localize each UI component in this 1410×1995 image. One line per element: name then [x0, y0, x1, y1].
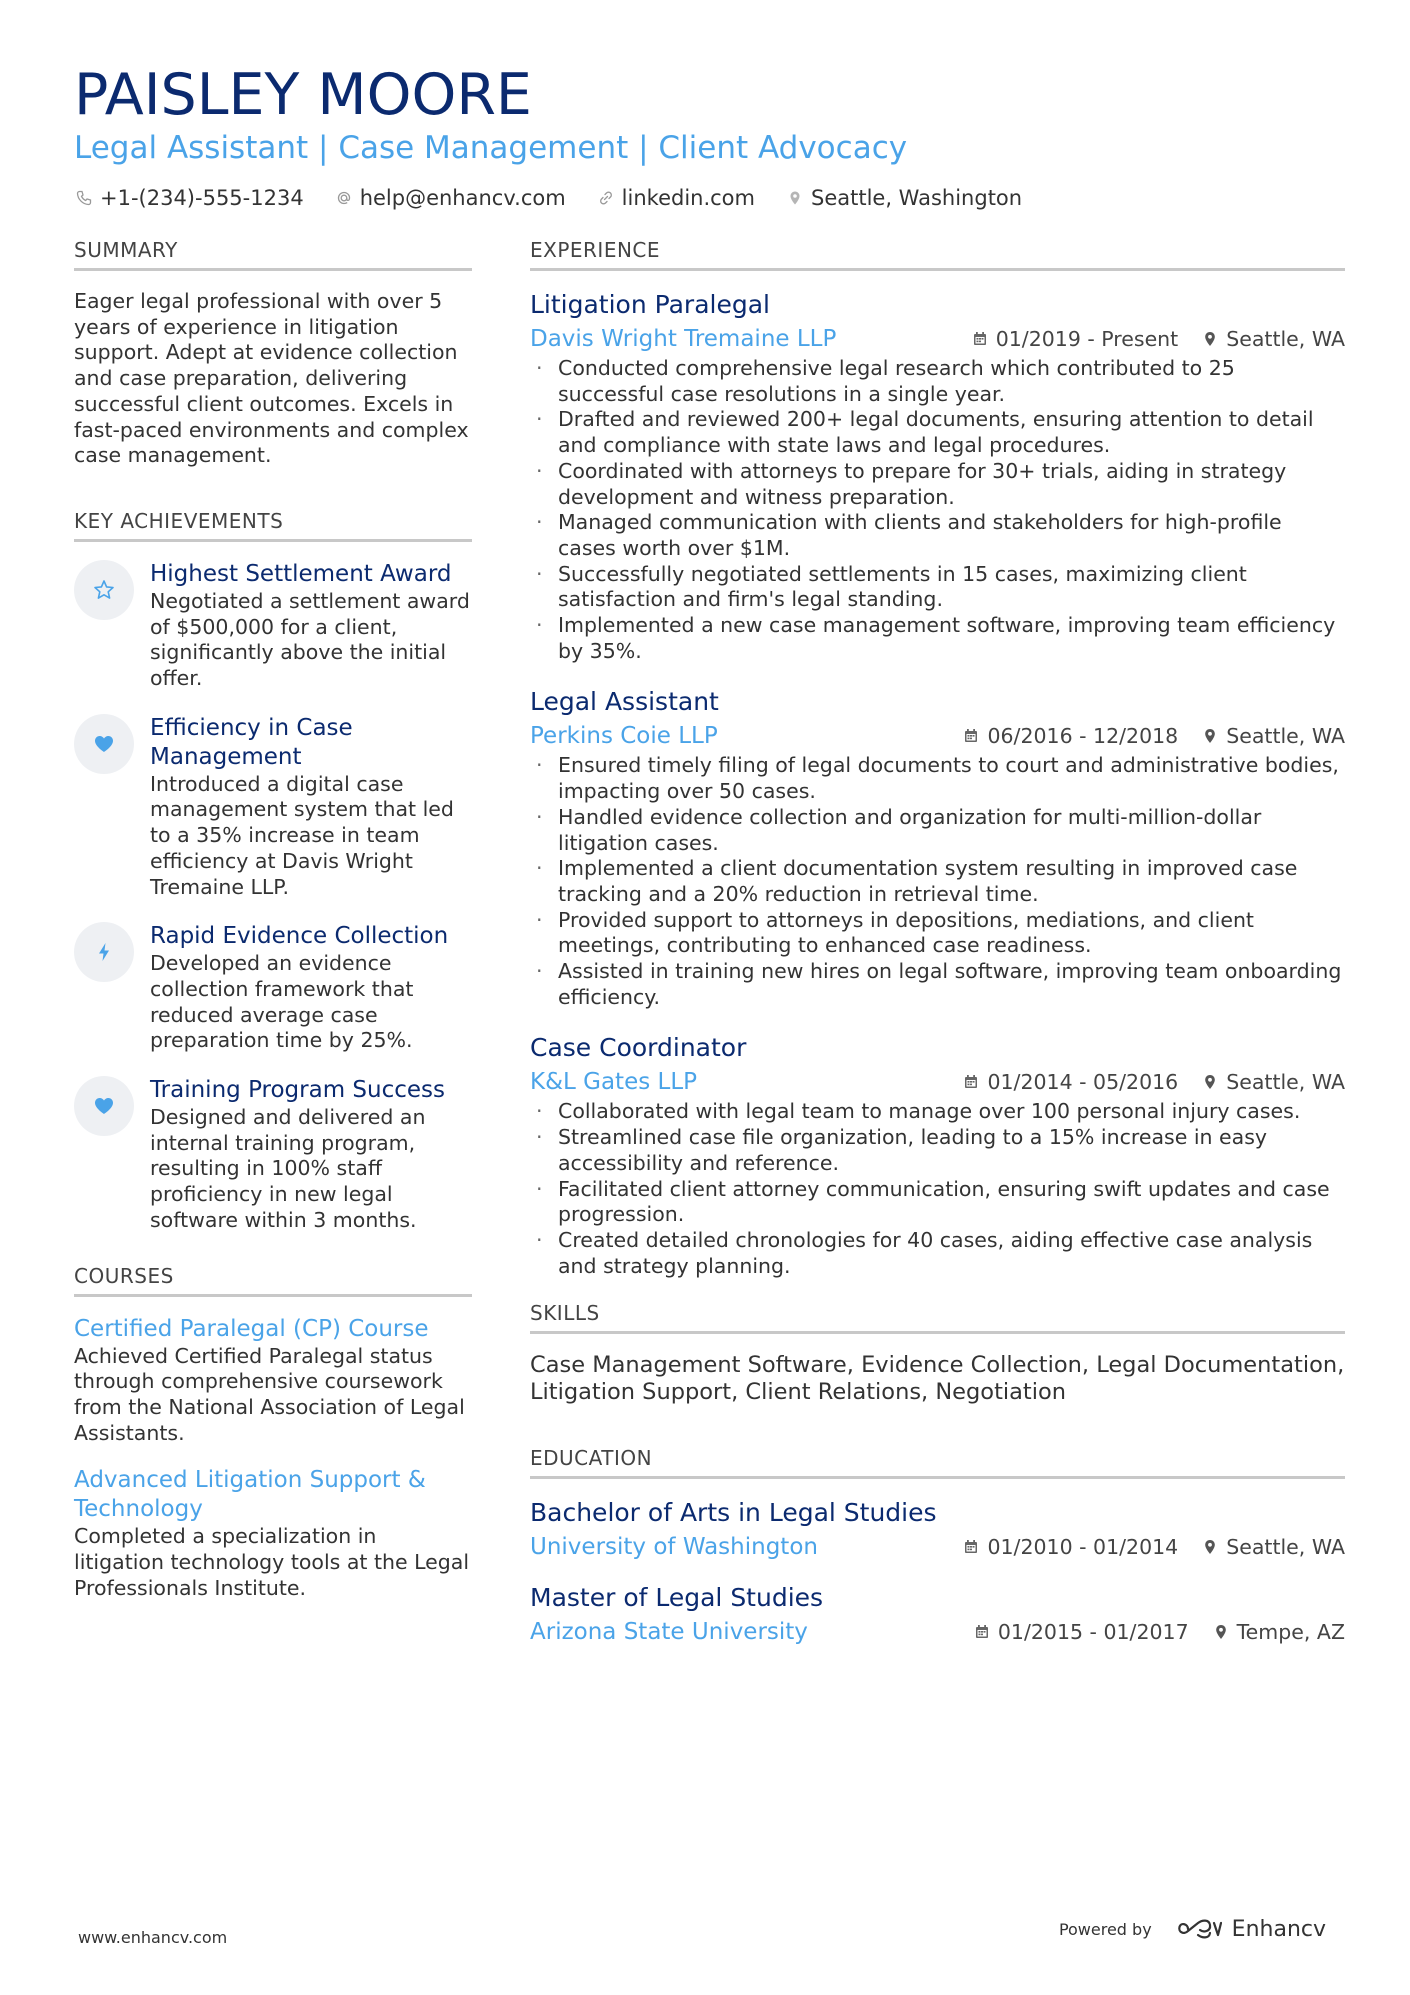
- education-location: [1202, 1535, 1345, 1559]
- summary-text: Eager legal professional with over 5 years of experience in litigation support. Adept at evidence collection and case preparation, delivering successful client outcomes. Excels in fast-paced environments and complex case management.: [74, 289, 469, 468]
- job-bullet: · Assisted in training new hires on legal software, improving team onboarding efficiency.: [530, 959, 1345, 1010]
- achievement-title: Efficiency in Case Management: [150, 714, 353, 770]
- achievement-body: [150, 714, 472, 901]
- contact-phone-text: +1-(234)-555-1234: [100, 186, 304, 210]
- job-bullets: [530, 1099, 1345, 1279]
- job-bullet: · Streamlined case file organization, leading to a 15% increase in easy accessibility and reference.: [530, 1125, 1345, 1176]
- job-bullet: · Drafted and reviewed 200+ legal documents, ensuring attention to detail and compliance with state laws and legal procedures.: [530, 407, 1345, 458]
- enhancv-logo[interactable]: [1176, 1916, 1326, 1942]
- job-dates: [972, 327, 1179, 351]
- education-section: [530, 1446, 1345, 1647]
- summary-section: [74, 238, 472, 469]
- job-location: [1202, 1070, 1345, 1094]
- job-meta-right: [939, 1070, 1345, 1094]
- calendar-icon: [972, 331, 988, 347]
- brand-name: Enhancv: [1231, 1916, 1326, 1942]
- job-bullet: · Conducted comprehensive legal research which contributed to 25 successful case resolutions in a single year.: [530, 356, 1345, 407]
- job-bullet: · Facilitated client attorney communication, ensuring swift updates and case progression.: [530, 1177, 1345, 1228]
- job-meta: [530, 721, 1345, 751]
- achievement-title: Rapid Evidence Collection: [150, 923, 449, 950]
- contact-phone[interactable]: [74, 186, 304, 210]
- achievement-title: Training Program Success: [150, 1077, 446, 1104]
- education-dates: [963, 1535, 1178, 1559]
- skills-section: [530, 1301, 1345, 1406]
- job-dates-text: 01/2019 - Present: [995, 327, 1179, 351]
- job-bullet: · Ensured timely filing of legal documents to court and administrative bodies, impacting over 50 cases.: [530, 753, 1345, 804]
- courses-section: [74, 1264, 472, 1602]
- job-meta: [530, 1067, 1345, 1097]
- achievement-item: [74, 560, 472, 692]
- achievements-section: [74, 509, 472, 1234]
- job-meta-right: [948, 327, 1345, 351]
- calendar-icon: [963, 728, 979, 744]
- education-entry: [530, 1497, 1345, 1562]
- job-title: Case Coordinator: [530, 1033, 747, 1063]
- achievement-text: Developed an evidence collection framework that reduced average case preparation time by 25%.: [150, 951, 414, 1053]
- course-title: Certified Paralegal (CP) Course: [74, 1315, 429, 1342]
- summary-heading: SUMMARY: [74, 238, 472, 271]
- education-school: University of Washington: [530, 1534, 818, 1561]
- contact-location: [785, 186, 1022, 210]
- education-dates: [974, 1620, 1189, 1644]
- resume-header: [74, 62, 1344, 210]
- contact-email[interactable]: [334, 186, 566, 210]
- education-dates-text: 01/2015 - 01/2017: [997, 1620, 1189, 1645]
- location-pin-icon: [785, 188, 805, 208]
- job-title: Litigation Paralegal: [530, 290, 770, 319]
- location-pin-icon: [1202, 1539, 1218, 1555]
- job-location-text: Seattle, WA: [1226, 724, 1345, 749]
- job-bullet: · Implemented a new case management software, improving team efficiency by 35%.: [530, 613, 1345, 664]
- link-icon: [596, 188, 616, 208]
- experience-section: [530, 238, 1345, 1279]
- course-item: [74, 1466, 472, 1601]
- course-text: Completed a specialization in litigation technology tools at the Legal Professionals Institute.: [74, 1524, 470, 1600]
- achievement-text: Introduced a digital case management system that led to a 35% increase in team efficiency at Davis Wright Tremaine LLP.: [150, 771, 454, 899]
- education-meta: [530, 1532, 1345, 1562]
- job-company: Davis Wright Tremaine LLP: [530, 326, 837, 352]
- calendar-icon: [974, 1624, 990, 1640]
- courses-heading: COURSES: [74, 1264, 472, 1297]
- location-pin-icon: [1202, 331, 1218, 347]
- job-location-text: Seattle, WA: [1226, 327, 1345, 351]
- education-school: Arizona State University: [530, 1619, 808, 1646]
- education-meta: [530, 1617, 1345, 1647]
- achievement-item: [74, 714, 472, 901]
- job-bullet: · Implemented a client documentation system resulting in improved case tracking and a 20% reduction in retrieval time.: [530, 856, 1345, 907]
- star-icon: [74, 560, 134, 620]
- education-meta-right: [950, 1620, 1345, 1644]
- achievement-title: Highest Settlement Award: [150, 560, 452, 587]
- lightning-icon: [74, 922, 134, 982]
- location-pin-icon: [1213, 1624, 1229, 1640]
- job-meta: [530, 324, 1345, 354]
- candidate-name: PAISLEY MOORE: [74, 62, 532, 128]
- job-location-text: Seattle, WA: [1226, 1070, 1345, 1095]
- education-heading: EDUCATION: [530, 1446, 1345, 1479]
- job-bullets: [530, 753, 1345, 1010]
- achievement-text: Designed and delivered an internal training program, resulting in 100% staff proficiency in new legal software within 3 months.: [150, 1105, 426, 1232]
- skills-heading: SKILLS: [530, 1301, 1345, 1334]
- footer-website[interactable]: www.enhancv.com: [78, 1928, 228, 1947]
- job-bullet: · Created detailed chronologies for 40 cases, aiding effective case analysis and strategy planning.: [530, 1228, 1345, 1279]
- calendar-icon: [963, 1074, 979, 1090]
- job-bullets: [530, 356, 1345, 664]
- achievement-body: [150, 922, 472, 1054]
- candidate-tagline: Legal Assistant | Case Management | Client Advocacy: [74, 130, 908, 166]
- at-icon: [334, 188, 354, 208]
- job-bullet: · Coordinated with attorneys to prepare for 30+ trials, aiding in strategy development and witness preparation.: [530, 459, 1345, 510]
- job-bullet: · Provided support to attorneys in depositions, mediations, and client meetings, contributing to enhanced case readiness.: [530, 908, 1345, 959]
- job-company: Perkins Coie LLP: [530, 723, 718, 750]
- education-entry: [530, 1582, 1345, 1647]
- infinity-logo-icon: [1176, 1916, 1222, 1942]
- education-dates-text: 01/2010 - 01/2014: [987, 1535, 1179, 1560]
- job-dates: [963, 724, 1178, 748]
- calendar-icon: [963, 1539, 979, 1555]
- contact-email-text: help@enhancv.com: [359, 186, 566, 210]
- job-location: [1202, 327, 1345, 351]
- job-dates: [963, 1070, 1178, 1094]
- job-company: K&L Gates LLP: [530, 1069, 698, 1096]
- job-entry: [530, 1032, 1345, 1279]
- heart-icon: [74, 714, 134, 774]
- job-location: [1202, 724, 1345, 748]
- achievement-body: [150, 560, 472, 692]
- education-location-text: Tempe, AZ: [1236, 1620, 1345, 1645]
- experience-heading: EXPERIENCE: [530, 238, 1345, 271]
- job-entry: [530, 289, 1345, 664]
- left-column: [74, 238, 472, 1622]
- job-title: Legal Assistant: [530, 687, 719, 717]
- course-item: [74, 1315, 472, 1447]
- job-meta-right: [939, 724, 1345, 748]
- powered-by-text: Powered by: [1058, 1919, 1152, 1939]
- right-column: [530, 238, 1345, 1667]
- job-bullet: · Managed communication with clients and stakeholders for high-profile cases worth over $1M.: [530, 510, 1345, 561]
- contact-bar: [74, 186, 1344, 210]
- job-bullet: · Handled evidence collection and organization for multi-million-dollar litigation cases.: [530, 805, 1345, 856]
- achievement-item: [74, 922, 472, 1054]
- job-bullet: · Collaborated with legal team to manage over 100 personal injury cases.: [530, 1099, 1345, 1125]
- achievement-body: [150, 1076, 472, 1234]
- contact-linkedin-text: linkedin.com: [621, 186, 755, 210]
- education-meta-right: [939, 1535, 1345, 1559]
- job-bullet: · Successfully negotiated settlements in 15 cases, maximizing client satisfaction and firm's legal standing.: [530, 562, 1345, 613]
- heart-icon: [74, 1076, 134, 1136]
- contact-linkedin[interactable]: [596, 186, 755, 210]
- course-title: Advanced Litigation Support & Technology: [74, 1467, 426, 1523]
- footer-branding: [1059, 1916, 1326, 1942]
- phone-icon: [74, 188, 94, 208]
- education-degree: Master of Legal Studies: [530, 1583, 824, 1613]
- course-text: Achieved Certified Paralegal status through comprehensive coursework from the National Association of Legal Assistants.: [74, 1343, 465, 1445]
- achievements-heading: KEY ACHIEVEMENTS: [74, 509, 472, 542]
- job-entry: [530, 686, 1345, 1010]
- education-location-text: Seattle, WA: [1226, 1535, 1345, 1560]
- skills-text: Case Management Software, Evidence Collection, Legal Documentation, Litigation Support, Client Relations, Negotiation: [530, 1352, 1345, 1406]
- achievement-text: Negotiated a settlement award of $500,000 for a client, significantly above the initial offer.: [150, 588, 470, 691]
- location-pin-icon: [1202, 1074, 1218, 1090]
- contact-location-text: Seattle, Washington: [810, 186, 1023, 210]
- job-dates-text: 06/2016 - 12/2018: [987, 724, 1179, 749]
- location-pin-icon: [1202, 728, 1218, 744]
- achievement-item: [74, 1076, 472, 1234]
- job-dates-text: 01/2014 - 05/2016: [987, 1070, 1179, 1095]
- education-degree: Bachelor of Arts in Legal Studies: [530, 1498, 937, 1528]
- education-location: [1213, 1620, 1345, 1644]
